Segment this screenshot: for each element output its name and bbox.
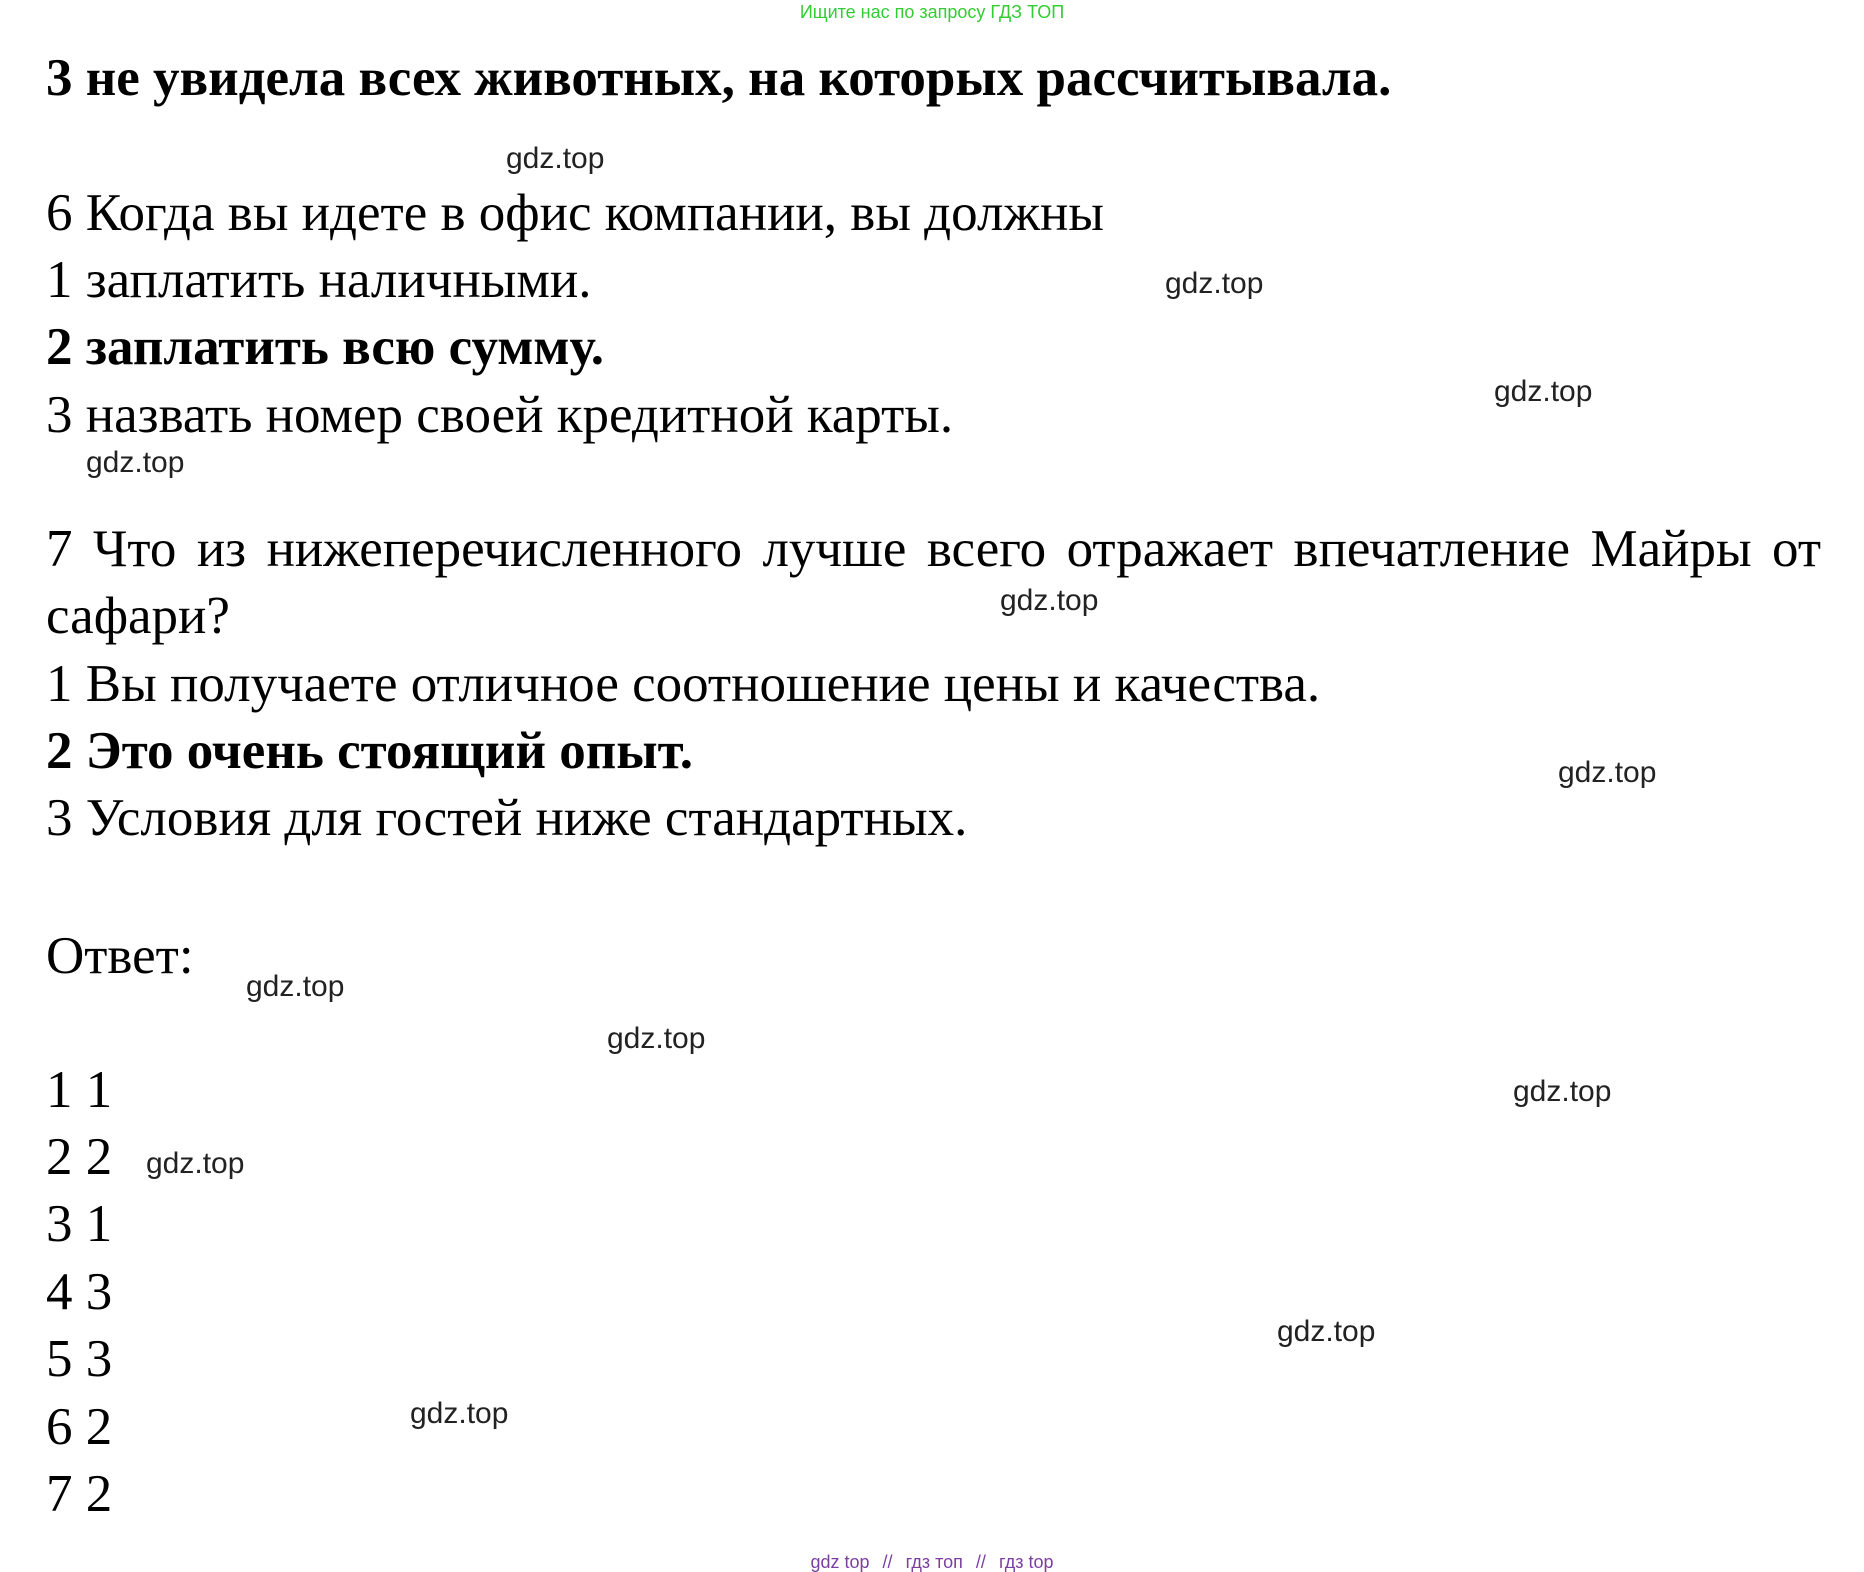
footer-links <box>0 1552 1864 1572</box>
watermark: gdz.top <box>410 1397 509 1430</box>
footer-link[interactable]: гдз топ <box>905 1552 963 1572</box>
watermark: gdz.top <box>1277 1315 1376 1348</box>
q6-option-2-selected: 2 заплатить всю сумму. <box>46 318 604 376</box>
q7-option-1: 1 Вы получаете отличное соотношение цены и качества. <box>46 655 1321 713</box>
watermark: gdz.top <box>1000 584 1099 617</box>
watermark: gdz.top <box>1165 267 1264 300</box>
top-banner: Ищите нас по запросу ГДЗ ТОП <box>799 2 1065 22</box>
q6-question: 6 Когда вы идете в офис компании, вы должны <box>46 184 1104 242</box>
watermark: gdz.top <box>1494 375 1593 408</box>
footer-link[interactable]: гдз top <box>998 1552 1054 1572</box>
watermark: gdz.top <box>86 446 185 479</box>
answer-row: 7 2 <box>46 1465 113 1523</box>
answer-label: Ответ: <box>46 927 194 985</box>
q6-option-3: 3 назвать номер своей кредитной карты. <box>46 386 954 444</box>
answer-row: 3 1 <box>46 1195 113 1253</box>
answer-row: 1 1 <box>46 1061 113 1119</box>
watermark: gdz.top <box>506 142 605 175</box>
answer-row: 4 3 <box>46 1263 113 1321</box>
q5-option-3-selected: 3 не увидела всех животных, на которых рассчитывала. <box>46 49 1392 107</box>
footer-link[interactable]: gdz top <box>810 1552 870 1572</box>
q7-option-2-selected: 2 Это очень стоящий опыт. <box>46 722 693 780</box>
q6-option-1: 1 заплатить наличными. <box>46 251 592 309</box>
watermark: gdz.top <box>1558 756 1657 789</box>
q7-option-3: 3 Условия для гостей ниже стандартных. <box>46 789 968 847</box>
footer-separator: // <box>975 1552 986 1572</box>
q7-question: 7 Что из нижеперечисленного лучше всего отражает впечатление Майры от сафари? <box>46 520 1821 645</box>
footer-separator: // <box>882 1552 893 1572</box>
watermark: gdz.top <box>146 1147 245 1180</box>
watermark: gdz.top <box>246 970 345 1003</box>
answer-row: 2 2 <box>46 1128 113 1186</box>
answer-row: 6 2 <box>46 1398 113 1456</box>
answer-row: 5 3 <box>46 1330 113 1388</box>
watermark: gdz.top <box>1513 1075 1612 1108</box>
watermark: gdz.top <box>607 1022 706 1055</box>
